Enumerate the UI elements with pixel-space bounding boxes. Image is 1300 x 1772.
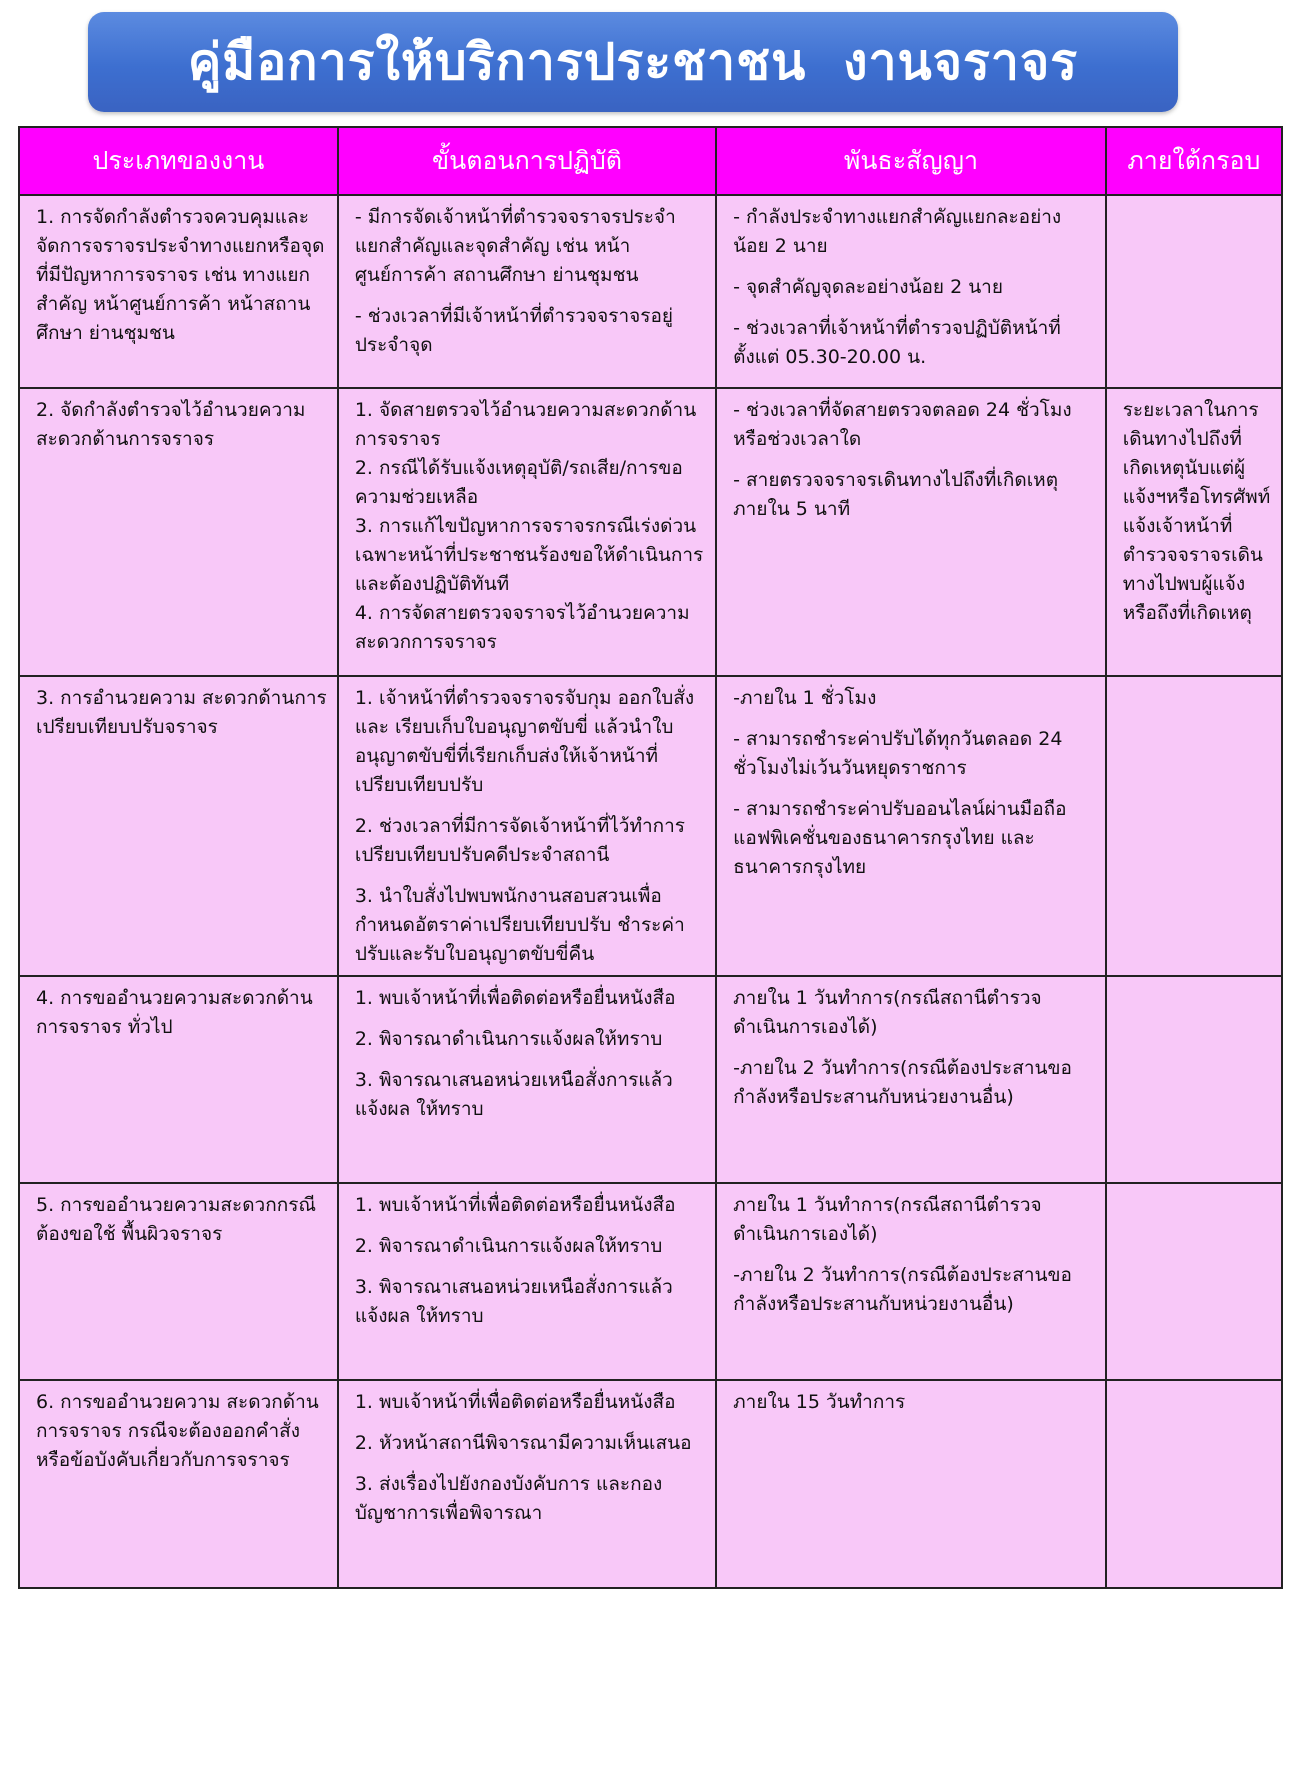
table-row xyxy=(19,676,1282,976)
cell-framework xyxy=(1106,195,1282,388)
header-commitment: พันธะสัญญา xyxy=(716,127,1106,195)
step-text: - มีการจัดเจ้าหน้าที่ตำรวจจราจรประจำแยกสำคัญและจุดสำคัญ เช่น หน้าศูนย์การค้า สถานศึกษา ย่านชุมชน xyxy=(354,206,676,286)
step-text: 3. การแก้ไขปัญหาการจราจรกรณีเร่งด่วนเฉพาะหน้าที่ประชาชนร้องขอให้ดำเนินการ และต้องปฏิบัติทันที xyxy=(354,515,704,595)
cell-framework xyxy=(1106,1380,1282,1588)
service-manual-table xyxy=(18,126,1283,1589)
step-text: 1. จัดสายตรวจไว้อำนวยความสะดวกด้าน การจราจร xyxy=(354,399,697,450)
title-banner xyxy=(88,12,1178,112)
cell-procedure xyxy=(338,195,716,388)
commitment-text: ภายใน 15 วันทำการ xyxy=(733,1391,906,1413)
commitment-text: -ภายใน 2 วันทำการ(กรณีต้องประสานขอกำลังหรือประสานกับหน่วยงานอื่น) xyxy=(733,1057,1072,1108)
cell-commitment xyxy=(716,1380,1106,1588)
table-row xyxy=(19,1183,1282,1380)
step-text: 2. พิจารณาดำเนินการแจ้งผลให้ทราบ xyxy=(354,1028,663,1050)
work-type-text: 4. การขออำนวยความสะดวกด้านการจราจร ทั่วไป xyxy=(36,987,313,1038)
header-work-type: ประเภทของงาน xyxy=(19,127,338,195)
step-text: 1. พบเจ้าหน้าที่เพื่อติดต่อหรือยื่นหนังสือ xyxy=(354,1391,676,1413)
commitment-text: - สามารถชำระค่าปรับได้ทุกวันตลอด 24 ชั่วโมงไม่เว้นวันหยุดราชการ xyxy=(733,728,1063,779)
work-type-text: 5. การขออำนวยความสะดวกกรณีต้องขอใช้ พื้นผิวจราจร xyxy=(36,1194,317,1245)
step-text: 3. นำใบสั่งไปพบพนักงานสอบสวนเพื่อกำหนดอัตราค่าเปรียบเทียบปรับ ชำระค่าปรับและรับใบอนุญาตขับขี่คืน xyxy=(354,885,685,965)
cell-commitment xyxy=(716,1183,1106,1380)
step-text: 3. พิจารณาเสนอหน่วยเหนือสั่งการแล้วแจ้งผล ให้ทราบ xyxy=(354,1069,673,1120)
cell-procedure xyxy=(338,976,716,1183)
commitment-text: -ภายใน 1 ชั่วโมง xyxy=(733,687,877,709)
header-procedure: ขั้นตอนการปฏิบัติ xyxy=(338,127,716,195)
work-type-text: 6. การขออำนวยความ สะดวกด้านการจราจร กรณีจะต้องออกคำสั่ง หรือข้อบังคับเกี่ยวกับการจราจร xyxy=(36,1391,319,1471)
cell-work-type xyxy=(19,976,338,1183)
commitment-text: ภายใน 1 วันทำการ(กรณีสถานีตำรวจดำเนินการเองได้) xyxy=(733,987,1042,1038)
cell-work-type xyxy=(19,195,338,388)
cell-commitment xyxy=(716,676,1106,976)
cell-commitment xyxy=(716,388,1106,676)
table-row xyxy=(19,976,1282,1183)
cell-framework xyxy=(1106,976,1282,1183)
commitment-text: - สามารถชำระค่าปรับออนไลน์ผ่านมือถือแอฟพิเคชั่นของธนาคารกรุงไทย และธนาคารกรุงไทย xyxy=(733,798,1067,878)
commitment-text: - กำลังประจำทางแยกสำคัญแยกละอย่างน้อย 2 นาย xyxy=(733,206,1062,257)
commitment-text: - ช่วงเวลาที่เจ้าหน้าที่ตำรวจปฏิบัติหน้าที่ ตั้งแต่ 05.30-20.00 น. xyxy=(733,317,1061,368)
commitment-text: - จุดสำคัญจุดละอย่างน้อย 2 นาย xyxy=(733,276,1003,298)
table-row xyxy=(19,195,1282,388)
step-text: 3. ส่งเรื่องไปยังกองบังคับการ และกองบัญชาการเพื่อพิจารณา xyxy=(354,1473,663,1524)
cell-work-type xyxy=(19,1380,338,1588)
step-text: - ช่วงเวลาที่มีเจ้าหน้าที่ตำรวจจราจรอยู่ประจำจุด xyxy=(354,305,673,356)
step-text: 4. การจัดสายตรวจจราจรไว้อำนวยความสะดวกการจราจร xyxy=(354,602,690,653)
table-header-row xyxy=(19,127,1282,195)
cell-framework xyxy=(1106,676,1282,976)
commitment-text: - ช่วงเวลาที่จัดสายตรวจตลอด 24 ชั่วโมงหรือช่วงเวลาใด xyxy=(733,399,1072,450)
header-framework: ภายใต้กรอบ xyxy=(1106,127,1282,195)
step-text: 3. พิจารณาเสนอหน่วยเหนือสั่งการแล้วแจ้งผล ให้ทราบ xyxy=(354,1276,673,1327)
work-type-text: 1. การจัดกำลังตำรวจควบคุมและจัดการจราจรประจำทางแยกหรือจุดที่มีปัญหาการจราจร เช่น ทางแยกสำคัญ หน้าศูนย์การค้า หน้าสถานศึกษา ย่านชุมชน xyxy=(36,206,325,344)
cell-framework xyxy=(1106,1183,1282,1380)
commitment-text: -ภายใน 2 วันทำการ(กรณีต้องประสานขอกำลังหรือประสานกับหน่วยงานอื่น) xyxy=(733,1264,1072,1315)
work-type-text: 3. การอำนวยความ สะดวกด้านการเปรียบเทียบปรับจราจร xyxy=(36,687,327,738)
step-text: 2. พิจารณาดำเนินการแจ้งผลให้ทราบ xyxy=(354,1235,663,1257)
cell-commitment xyxy=(716,976,1106,1183)
step-text: 2. กรณีได้รับแจ้งเหตุอุบัติ/รถเสีย/การขอความช่วยเหลือ xyxy=(354,457,683,508)
cell-framework xyxy=(1106,388,1282,676)
framework-text: ระยะเวลาในการเดินทางไปถึงที่เกิดเหตุนับแต่ผู้แจ้งฯหรือโทรศัพท์แจ้งเจ้าหน้าที่ตำรวจจราจรเดินทางไปพบผู้แจ้ง หรือถึงที่เกิดเหตุ xyxy=(1122,399,1271,624)
cell-procedure xyxy=(338,676,716,976)
cell-procedure xyxy=(338,1183,716,1380)
commitment-text: - สายตรวจจราจรเดินทางไปถึงที่เกิดเหตุภายใน 5 นาที xyxy=(733,469,1059,520)
cell-procedure xyxy=(338,1380,716,1588)
table-row xyxy=(19,1380,1282,1588)
work-type-text: 2. จัดกำลังตำรวจไว้อำนวยความสะดวกด้านการจราจร xyxy=(36,399,306,450)
cell-work-type xyxy=(19,388,338,676)
step-text: 2. หัวหน้าสถานีพิจารณามีความเห็นเสนอ xyxy=(354,1432,692,1454)
cell-commitment xyxy=(716,195,1106,388)
commitment-text: ภายใน 1 วันทำการ(กรณีสถานีตำรวจดำเนินการเองได้) xyxy=(733,1194,1042,1245)
cell-work-type xyxy=(19,1183,338,1380)
step-text: 1. พบเจ้าหน้าที่เพื่อติดต่อหรือยื่นหนังสือ xyxy=(354,1194,676,1216)
page-title: คู่มือการให้บริการประชาชน งานจราจร xyxy=(187,32,1079,91)
step-text: 1. เจ้าหน้าที่ตำรวจจราจรจับกุม ออกใบสั่งและ เรียบเก็บใบอนุญาตขับขี่ แล้วนำใบอนุญาตขับขี่ที่เรียกเก็บส่งให้เจ้าหน้าที่เปรียบเทียบปรับ xyxy=(354,687,695,796)
step-text: 2. ช่วงเวลาที่มีการจัดเจ้าหน้าที่ไว้ทำการเปรียบเทียบปรับคดีประจำสถานี xyxy=(354,815,686,866)
step-text: 1. พบเจ้าหน้าที่เพื่อติดต่อหรือยื่นหนังสือ xyxy=(354,987,676,1009)
cell-work-type xyxy=(19,676,338,976)
cell-procedure xyxy=(338,388,716,676)
table-row xyxy=(19,388,1282,676)
